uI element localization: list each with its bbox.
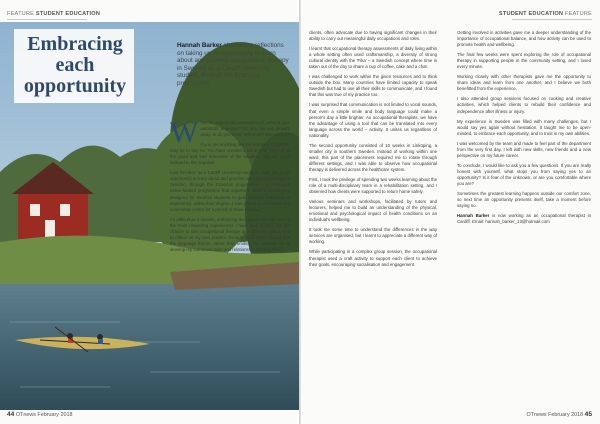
paragraph: While participating in a complex group session, the occupational therapist used a craft activity to support each client to achieve their goals, encouraging socialisation and engagement.	[309, 249, 437, 267]
paragraph: First, I took the privilege of spending two weeks learning about the role of a multi-disciplinary team in a rehabilitation setting, and I observed how clients were supported to return home safely.	[309, 176, 437, 195]
author-name: Hannah Barker	[177, 42, 222, 49]
article-title: Embracing each opportunity	[23, 33, 127, 97]
paragraph: The second opportunity consisted of 10 weeks in Linköping, a smaller city in southern Sweden. Instead of working within one ward, this part of the placement required me to rotate through different settings, and I was able to observe how occupational therapy is delivered across the healthcare system.	[309, 142, 437, 172]
folio-text: OTnews February 2018	[526, 412, 584, 418]
left-page	[0, 0, 299, 424]
paragraph: My experience in Sweden was filled with many challenges, but I would say yes again without hesitation. It taught me to be open-minded, to embrace each opportunity, and to trust in my own abilities.	[457, 118, 591, 136]
paragraph: I also attended group sessions focused on cooking and creative activities, which helped clients to rebuild their confidence and independence after illness or injury.	[457, 96, 591, 114]
standfirst	[177, 42, 289, 87]
right-folio	[527, 411, 592, 418]
right-body-column-2	[457, 30, 591, 229]
left-folio	[7, 411, 72, 418]
standfirst-text: shares her reflections on taking up an opportunity to learn about and practise occupational therapy in Sweden as a Cardiff University student, through the Erasmus programme	[177, 42, 289, 87]
left-section-tag: FEATURE STUDENT EDUCATION	[7, 11, 101, 17]
folio-text: OTnews February 2018	[15, 412, 73, 418]
right-page	[301, 0, 600, 424]
paragraph: As difficult as it sounds, embracing the opportunity was one of the most rewarding experiences I have had. It gave me the chance to see occupational therapy in a different culture and to reflect on my own practice through fresh eyes. I found that the language barrier, rather than limiting me, pushed me to develop my communication and relationship building skills.	[170, 216, 290, 252]
paragraph: Last October, as a Cardiff University student, I said yes to an opportunity to learn about and practise occupational therapy in Sweden, through the Erasmus programme – a European Union-funded programme that organises student exchanges, designed for medical students to gain valuable international experience, within their degree. I was placed at a hospital and community centre for a period of three months.	[170, 170, 291, 212]
paragraph: If you are anything like me you take it together may be to say no. You have created a list in your head of all the good and bad outcomes of the situation, but are more inclined to the negative.	[170, 142, 290, 166]
paragraph: I was surprised that communication is not limited to vocal sounds, that even a simple smile and body language could make a person's day a little brighter. As occupational therapists, we have the advantage of using a tool that can be translated into every language across the world – activity. It unites us regardless of nationality.	[309, 102, 437, 138]
paragraph: I was challenged to work within the given resources and to think outside the box. Many countries have limited capacity to speak Swedish but had to use all their skills to communicate, and I found that this was true of my practice too.	[309, 74, 437, 98]
left-tag-rule	[7, 19, 87, 20]
author-bio: Hannah Barker is now working as an occupational therapist in Cardiff. Email: hannah_barker_13@hotmail.com	[457, 213, 591, 225]
paragraph: Working closely with other therapists gave me the opportunity to share ideas and learn from one another, and I believe we both benefitted from the experience.	[457, 74, 591, 92]
page-number: 45	[584, 411, 592, 418]
right-body-column-1	[309, 30, 437, 272]
paragraph: It took me some time to understand the differences in the way services are organised, but I learnt to appreciate a different way of working.	[309, 227, 437, 245]
paragraph: Various seminars and workshops, facilitated by tutors and lecturers, helped me to build an understanding of the physical, emotional and psychological impact of health conditions on an individual's wellbeing.	[309, 199, 437, 223]
paragraph: The final few weeks were spent exploring the role of occupational therapy in supporting people in the community setting, and I loved every minute.	[457, 52, 591, 70]
paragraph: To conclude, I would like to ask you a few questions. If you are really honest with yourself, what stops you from saying yes to an opportunity? Is it fear of the unknown, or are you comfortable where you are?	[457, 162, 591, 186]
paragraph: Sometimes the greatest learning happens outside our comfort zone, so next time an opportunity presents itself, take a moment before saying no.	[457, 191, 591, 209]
paragraph: I was welcomed by the team and made to feel part of the department from the very first day. I left with new skills, new friends and a new perspective on my future career.	[457, 140, 591, 158]
left-body-column	[170, 116, 291, 257]
right-tag-rule	[512, 19, 592, 20]
paragraph: clients, often advocate due to having significant changes in their ability to carry out meaningful daily occupations and roles.	[309, 30, 437, 42]
drop-cap: W	[170, 116, 199, 149]
page-number: 44	[7, 411, 15, 418]
paragraph: I learnt that occupational therapy assessments of daily living within a whole setting often used craftsmanship, a diversity of strong cultural identity with the 'Fika' – a Swedish concept where time is taken out of the day to share a cup of coffee, cake and a chat.	[309, 46, 437, 70]
right-section-tag: STUDENT EDUCATION FEATURE	[498, 11, 592, 17]
paragraph: When an opportunity presents itself, what is your automatic response? Do you say yes straight away, or do you think, reflect and then accept?	[170, 116, 290, 149]
paragraph: Getting involved in activities gave me a deeper understanding of the importance of occupational balance, and how activity can be used to promote health and wellbeing.	[457, 30, 591, 48]
